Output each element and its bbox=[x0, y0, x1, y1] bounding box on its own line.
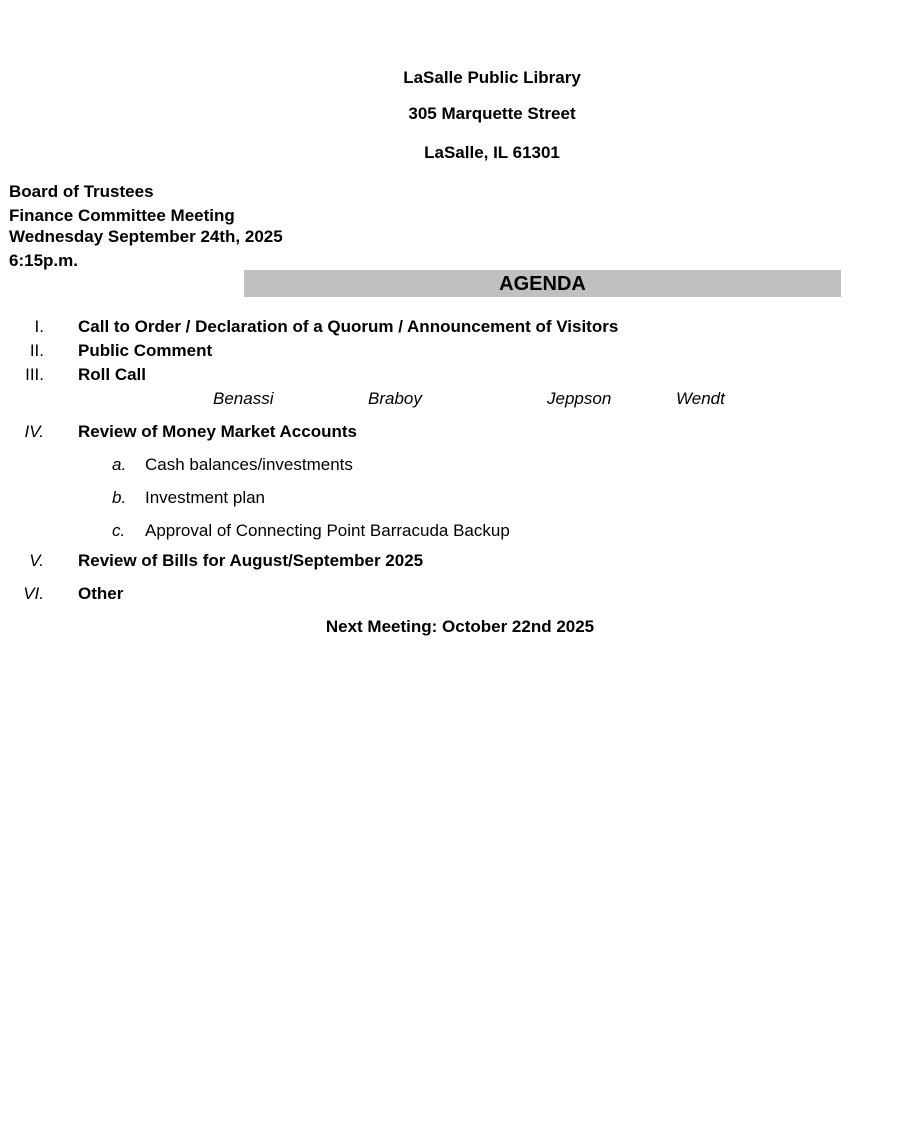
subitem-letter: b. bbox=[112, 488, 127, 507]
roll-call-member: Benassi bbox=[213, 389, 274, 408]
subitem-barracuda-backup: Approval of Connecting Point Barracuda Backup bbox=[145, 521, 510, 540]
library-city: LaSalle, IL 61301 bbox=[424, 143, 560, 162]
library-name: LaSalle Public Library bbox=[403, 68, 581, 87]
agenda-item-call-to-order: Call to Order / Declaration of a Quorum / Announcement of Visitors bbox=[78, 317, 619, 336]
agenda-heading: AGENDA bbox=[244, 270, 841, 297]
subitem-letter: c. bbox=[112, 521, 126, 540]
subitem-investment-plan: Investment plan bbox=[145, 488, 266, 507]
item-numeral: V. bbox=[29, 551, 44, 570]
meeting-body: Board of Trustees bbox=[9, 182, 154, 201]
meeting-committee: Finance Committee Meeting bbox=[9, 206, 235, 225]
meeting-time: 6:15p.m. bbox=[9, 251, 78, 270]
agenda-item-review-bills: Review of Bills for August/September 2025 bbox=[78, 551, 424, 570]
subitem-cash-balances: Cash balances/investments bbox=[145, 455, 353, 474]
agenda-item-other: Other bbox=[78, 584, 124, 603]
roll-call-member: Braboy bbox=[368, 389, 422, 408]
subitem-letter: a. bbox=[112, 455, 127, 474]
item-numeral: IV. bbox=[24, 422, 44, 441]
agenda-item-public-comment: Public Comment bbox=[78, 341, 213, 360]
roll-call-member: Jeppson bbox=[547, 389, 612, 408]
item-numeral: II. bbox=[29, 341, 44, 360]
library-street: 305 Marquette Street bbox=[408, 104, 576, 123]
roll-call-member: Wendt bbox=[676, 389, 725, 408]
next-meeting: Next Meeting: October 22nd 2025 bbox=[325, 617, 595, 636]
meeting-date: Wednesday September 24th, 2025 bbox=[9, 227, 283, 246]
agenda-item-money-market: Review of Money Market Accounts bbox=[78, 422, 357, 441]
item-numeral: III. bbox=[25, 365, 44, 384]
agenda-item-roll-call: Roll Call bbox=[78, 365, 147, 384]
item-numeral: I. bbox=[34, 317, 44, 336]
item-numeral: VI. bbox=[23, 584, 44, 603]
